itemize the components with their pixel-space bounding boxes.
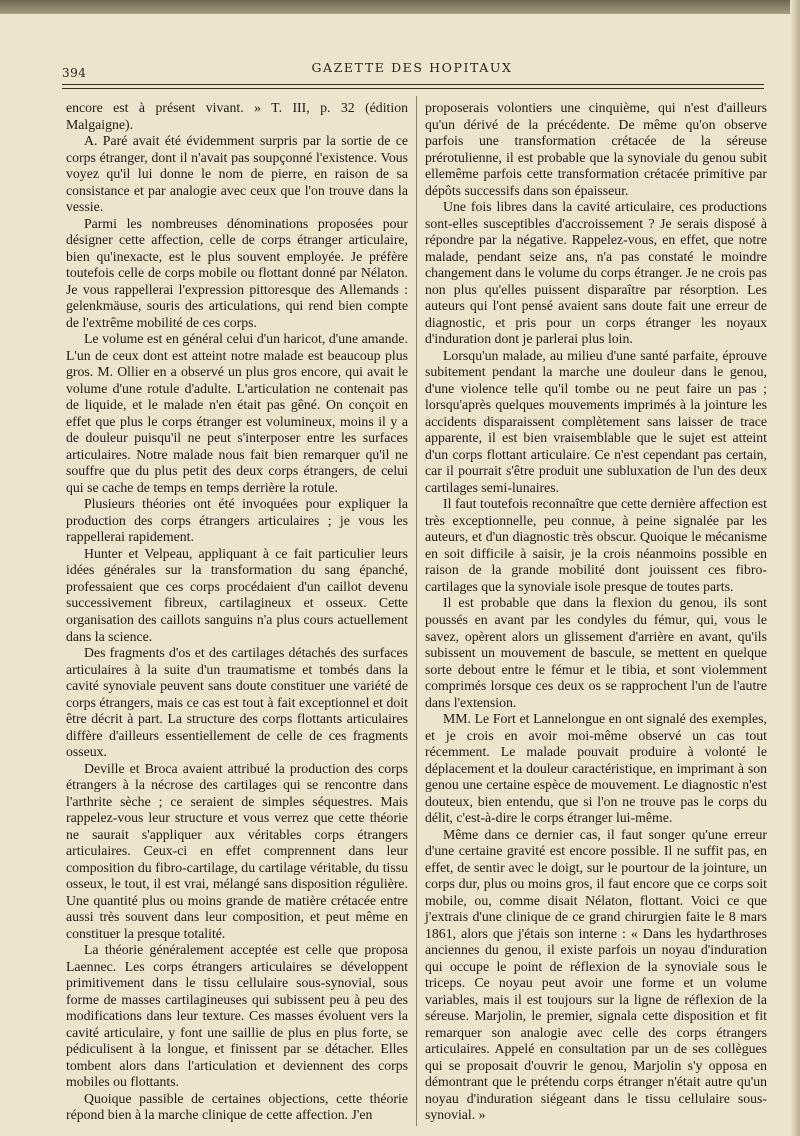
- page-header: [62, 58, 762, 80]
- left-column: [66, 100, 408, 1124]
- paragraph: Quoique passible de certaines objections, cette théorie répond bien à la marche clinique de cette affection. J'en: [66, 1090, 408, 1123]
- header-rule-double: [62, 88, 764, 89]
- paragraph: MM. Le Fort et Lannelongue en ont signalé des exemples, et je crois en avoir moi-même observé un cas tout récemment. Le malade pouvait produire à volonté le déplacement et la douleur caractéristique, en imprimant à son genou une certaine espèce de mouvement. Le diagnostic n'est douteux, bien entendu, que si l'on ne trouve pas le corps du délit, c'est-à-dire le corps étranger lui-même.: [425, 711, 767, 826]
- paragraph: Il est probable que dans la flexion du genou, ils sont poussés en avant par les condyles du fémur, qui, vous le savez, opèrent alors un glissement d'arrière en avant, qu'ils subissent un mouvement de bascule, se mettent en quelque sorte debout entre le fémur et le tibia, et sont violemment comprimés lorsque ces deux os se rapprochent l'un de l'autre dans l'extension.: [425, 595, 767, 710]
- paragraph: Hunter et Velpeau, appliquant à ce fait particulier leurs idées générales sur la transformation du sang épanché, professaient que ces corps procédaient d'un caillot devenu successivement fibreux, cartilagineux et osseux. Cette organisation des caillots sanguins n'a plus cours actuellement dans la science.: [66, 545, 408, 644]
- paragraph: proposerais volontiers une cinquième, qui n'est d'ailleurs qu'un dérivé de la précédente. De même qu'on observe parfois une transformation crétacée de la séreuse prérotulienne, il est probable que la synoviale du genou subit ellemême parfois cette transformation crétacée primitive par dépôts successifs dans son épaisseur.: [425, 100, 767, 198]
- paragraph: Une fois libres dans la cavité articulaire, ces productions sont-elles susceptibles d'accroissement ? Je serais disposé à répondre par la négative. Rappelez-vous, en effet, que notre malade, pendant seize ans, n'a pas constaté le moindre changement dans le volume du corps étranger. Je ne crois pas non plus qu'elles puissent disparaître par résorption. Les auteurs qui l'ont pensé avaient sans doute fait une erreur de diagnostic, et pris pour un corps étranger les noyaux d'induration dont je parlerai plus loin.: [425, 199, 767, 347]
- right-column: [425, 100, 767, 1124]
- journal-title: GAZETTE DES HOPITAUX: [311, 60, 513, 75]
- paragraph: Il faut toutefois reconnaître que cette dernière affection est très exceptionnelle, peu connue, à peine signalée par les auteurs, et d'un diagnostic très obscur. Quoique le mécanisme en soit difficile à saisir, je la crois néanmoins possible en raison de la grande mobilité dont jouissent ces fibro-cartilages que la synoviale isole presque de toutes parts.: [425, 496, 767, 594]
- page-top-edge: [0, 0, 800, 14]
- paragraph: Deville et Broca avaient attribué la production des corps étrangers à la nécrose des cartilages qui se rencontre dans l'arthrite sèche ; ce seraient de simples séquestres. Mais rappelez-vous leur structure et vous verrez que cette théorie ne saurait s'appliquer aux véritables corps étrangers articulaires. Ceux-ci en effet comprennent dans leur composition du fibro-cartilage, du cartilage véritable, du tissu osseux, le tout, il est vrai, mélangé sans disposition régulière. Une quantité plus ou moins grande de matière crétacée entre aussi très souvent dans leur composition, et peut même en constituer la presque totalité.: [66, 760, 408, 941]
- page-number: 394: [62, 66, 87, 80]
- page-right-edge: [790, 0, 800, 1136]
- paragraph: Des fragments d'os et des cartilages détachés des surfaces articulaires à la suite d'un traumatisme et tombés dans la cavité synoviale peuvent sans doute constituer une variété de corps étrangers, mais ce cas est tout à fait exceptionnel et doit être décrit à part. La structure des corps flottants articulaires diffère d'ailleurs essentiellement de celle de ces fragments osseux.: [66, 645, 408, 760]
- paragraph: La théorie généralement acceptée est celle que proposa Laennec. Les corps étrangers articulaires se développent primitivement dans le tissu cellulaire sous-synovial, sous forme de masses cartilagineuses qui subissent peu à peu des modifications dans leur texture. Ces masses évoluent vers la cavité articulaire, y font une saillie de plus en plus forte, se pédiculisent à la longue, et finissent par se détacher. Elles tombent alors dans l'articulation et deviennent des corps mobiles ou flottants.: [66, 942, 408, 1090]
- paragraph: Parmi les nombreuses dénominations proposées pour désigner cette affection, celle de corps étranger articulaire, bien qu'inexacte, est le plus souvent employée. Je préfère toutefois celle de corps mobile ou flottant donné par Nélaton. Je vous rappellerai l'expression pittoresque des Allemands : gelenkmäuse, souris des articulations, qui rend bien compte de l'extrême mobilité de ces corps.: [66, 215, 408, 330]
- paragraph: Lorsqu'un malade, au milieu d'une santé parfaite, éprouve subitement pendant la marche une douleur dans le genou, d'une violence telle qu'il tombe ou ne peut faire un pas ; lorsqu'après quelques mouvements imprimés à la jointure les accidents disparaissent complètement sans laisser de trace apparente, il est bien vraisemblable que le sujet est atteint d'un corps flottant articulaire. Ce n'est cependant pas certain, car il pourrait s'être produit une subluxation de l'un des deux cartilages semi-lunaires.: [425, 347, 767, 495]
- paragraph: A. Paré avait été évidemment surpris par la sortie de ce corps étranger, dont il n'avait pas soupçonné l'existence. Vous voyez qu'il lui donne le nom de pierre, en raison de sa consistance et par analogie avec ceux que l'on trouve dans la vessie.: [66, 133, 408, 215]
- paragraph: Plusieurs théories ont été invoquées pour expliquer la production des corps étrangers articulaires ; je vous les rappellerai rapidement.: [66, 496, 408, 545]
- paragraph: Même dans ce dernier cas, il faut songer qu'une erreur d'une certaine gravité est encore possible. Il ne suffit pas, en effet, de sentir avec le doigt, sur le pourtour de la jointure, un corps dur, plus ou moins gros, il faut encore que ce corps soit mobile, ou, comme disait Nélaton, flottant. Voici ce que j'extrais d'une clinique de ce grand chirurgien faite le 8 mars 1861, alors que j'étais son interne : « Dans les hydarthroses anciennes du genou, il existe parfois un noyau d'induration qui occupe le point de réflexion de la synoviale sous le triceps. Ce noyau peut avoir une forme et un volume variables, mais il est toujours sur la ligne de réflexion de la séreuse. Marjolin, le premier, signala cette disposition et fit remarquer son analogie avec celle des corps étrangers articulaires. Appelé en consultation par un de ses collègues qui se proposait d'ouvrir le genou, Marjolin s'y opposa en démontrant que le prétendu corps étranger n'était autre qu'un noyau d'induration siégeant dans le tissu cellulaire sous-synovial. »: [425, 826, 767, 1123]
- column-divider: [416, 96, 417, 1126]
- paragraph: Le volume est en général celui d'un haricot, d'une amande. L'un de ceux dont est atteint notre malade est beaucoup plus gros. M. Ollier en a observé un plus gros encore, qui avait le volume d'une rotule d'adulte. L'articulation ne contenait pas de liquide, et le malade n'en était pas gêné. On conçoit en effet que plus le corps étranger est volumineux, moins il y a de douleur puisqu'il ne peut s'interposer entre les surfaces articulaires. Notre malade nous fait bien remarquer qu'il ne souffre que du plus petit des deux corps étrangers, de celui qui se cache de temps en temps derrière la rotule.: [66, 331, 408, 495]
- paragraph: encore est à présent vivant. » T. III, p. 32 (édition Malgaigne).: [66, 100, 408, 132]
- header-rule: [62, 84, 764, 85]
